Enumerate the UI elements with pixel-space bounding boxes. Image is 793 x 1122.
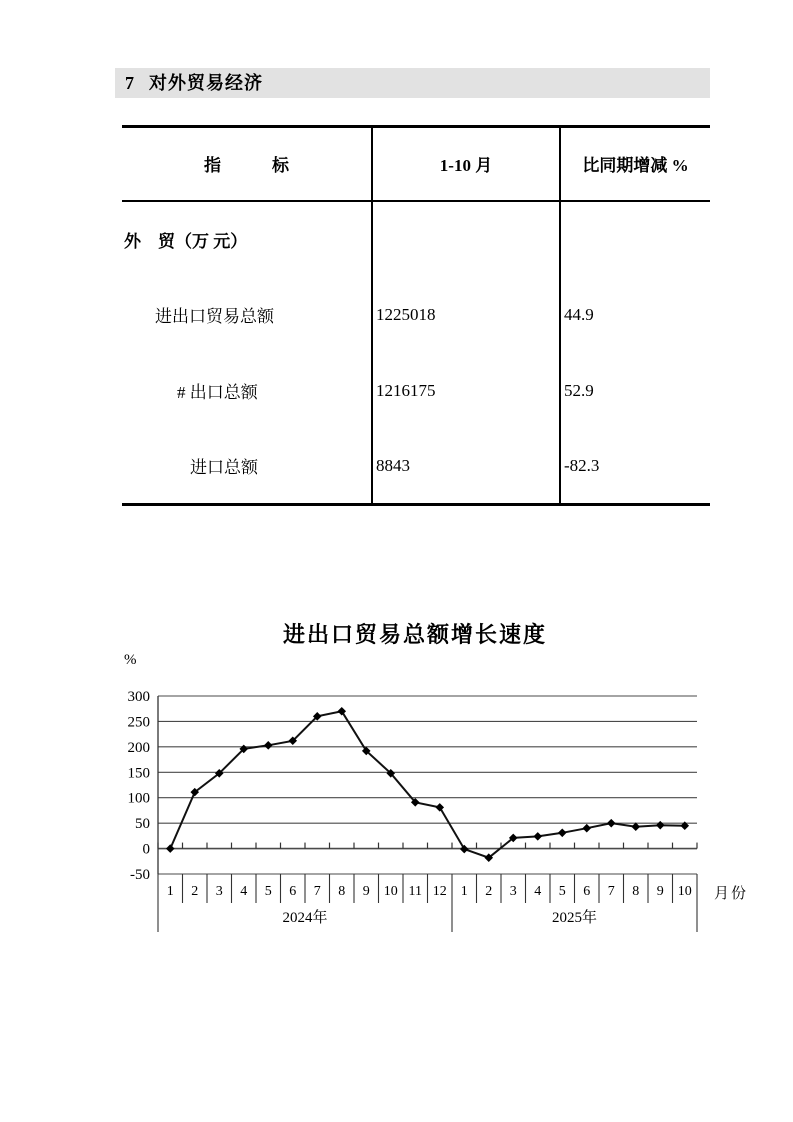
x-axis-unit-label: 月份 <box>714 886 749 902</box>
month-label: 9 <box>656 884 664 899</box>
month-label: 10 <box>677 884 692 899</box>
col-header-change: 比同期增减 % <box>560 127 710 201</box>
month-label: 6 <box>289 884 297 899</box>
month-label: 7 <box>607 884 615 899</box>
month-label: 5 <box>558 884 566 899</box>
col-header-period: 1-10 月 <box>372 127 560 201</box>
row-label: 外 贸（万 元） <box>124 231 248 251</box>
data-point-marker <box>582 824 591 833</box>
row-value: 8843 <box>372 429 560 505</box>
row-value: 1216175 <box>372 353 560 429</box>
row-label: # 出口总额 <box>177 383 258 402</box>
table-row <box>122 429 710 505</box>
row-change: 44.9 <box>560 277 710 353</box>
data-point-marker <box>435 803 444 812</box>
month-label: 4 <box>240 884 248 899</box>
row-label: 进出口贸易总额 <box>155 307 274 326</box>
data-point-marker <box>166 844 175 853</box>
month-label: 9 <box>362 884 370 899</box>
row-change: 52.9 <box>560 353 710 429</box>
month-label: 4 <box>534 884 542 899</box>
month-label: 5 <box>264 884 272 899</box>
month-label: 6 <box>583 884 591 899</box>
month-label: 2 <box>485 884 493 899</box>
month-label: 3 <box>509 884 517 899</box>
month-label: 10 <box>383 884 398 899</box>
data-point-marker <box>264 741 273 750</box>
y-tick-label: 250 <box>127 714 150 731</box>
col-header-indicator: 指 标 <box>122 127 372 201</box>
table-header-row <box>122 127 710 201</box>
growth-line-chart <box>110 660 730 940</box>
month-label: 12 <box>432 884 447 899</box>
month-label: 8 <box>338 884 346 899</box>
month-label: 8 <box>632 884 640 899</box>
month-label: 3 <box>215 884 223 899</box>
trade-indicators-table <box>122 125 710 506</box>
data-point-marker <box>607 819 616 828</box>
series-line <box>170 711 685 857</box>
y-tick-label: 100 <box>127 790 150 807</box>
month-label: 7 <box>313 884 321 899</box>
data-point-marker <box>558 829 567 838</box>
data-point-marker <box>533 832 542 841</box>
month-label: 1 <box>460 884 468 899</box>
section-header <box>115 68 710 98</box>
data-point-marker <box>460 845 469 854</box>
row-value <box>372 201 560 277</box>
row-change <box>560 201 710 277</box>
y-axis-unit-label: % <box>124 652 137 668</box>
year-label: 2024年 <box>282 910 328 926</box>
y-tick-label: -50 <box>130 867 150 883</box>
y-tick-label: 300 <box>127 689 150 705</box>
table-row <box>122 353 710 429</box>
y-tick-label: 150 <box>127 765 150 782</box>
month-label: 2 <box>191 884 199 899</box>
table-row <box>122 201 710 277</box>
month-label: 11 <box>408 884 422 899</box>
section-title: 对外贸易经济 <box>149 73 263 93</box>
row-value: 1225018 <box>372 277 560 353</box>
section-number: 7 <box>125 73 135 93</box>
y-tick-label: 0 <box>142 841 150 858</box>
table-row <box>122 277 710 353</box>
y-tick-label: 50 <box>135 816 150 833</box>
y-tick-label: 200 <box>127 739 150 756</box>
year-label: 2025年 <box>551 910 598 926</box>
month-label: 1 <box>166 884 174 899</box>
row-label: 进口总额 <box>190 458 258 478</box>
chart-title: 进出口贸易总额增长速度 <box>282 622 547 647</box>
data-point-marker <box>656 821 665 830</box>
row-change: -82.3 <box>560 429 710 505</box>
